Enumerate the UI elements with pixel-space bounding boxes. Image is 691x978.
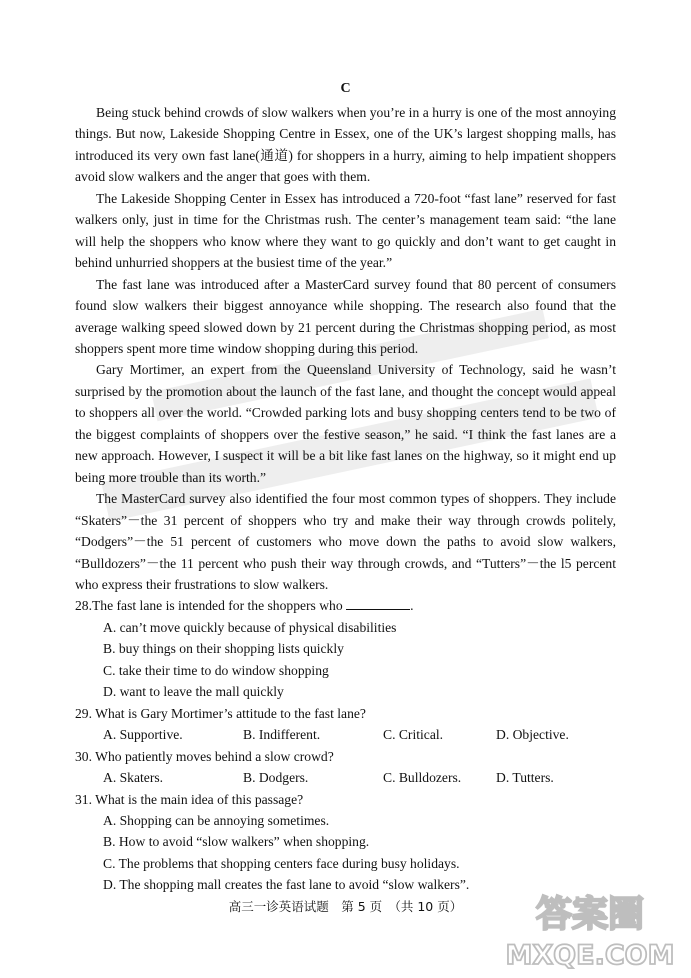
passage-paragraph-5: The MasterCard survey also identified the four most common types of shoppers. They include “Skaters”－the 31 percent of shoppers who try and make their way through crowds politely, “Dodgers”－the 51 percent of customers who move down the paths to avoid slow walkers, “Bulldozers”－the 11 percent who push their way through crowds, and “Tutters”－the l5 percent who express their frustrations to slow walkers. bbox=[75, 491, 616, 592]
watermark-url-text: MXQE.COM bbox=[505, 940, 675, 971]
q29-options bbox=[75, 724, 616, 745]
passage-paragraph-2: The Lakeside Shopping Center in Essex has introduced a 720-foot “fast lane” reserved for fast walkers only, just in time for the Christmas rush. The center’s management team said: “the lane will help the shoppers who know where they want to go quickly and don’t want to get caught in behind unhurried shoppers at the busiest time of the year.” bbox=[75, 190, 616, 271]
q31-option-b: B. How to avoid “slow walkers” when shopping. bbox=[103, 834, 370, 850]
question-28-stem: 28.The fast lane is intended for the shoppers who bbox=[75, 598, 343, 614]
question-28 bbox=[75, 595, 616, 616]
q29-option-a: A. Supportive. bbox=[103, 727, 183, 743]
q31-option-d: D. The shopping mall creates the fast lane to avoid “slow walkers”. bbox=[103, 877, 470, 893]
question-29-stem: 29. What is Gary Mortimer’s attitude to the fast lane? bbox=[75, 705, 366, 721]
q28-option-c: C. take their time to do window shopping bbox=[103, 662, 329, 678]
passage-paragraph-1: Being stuck behind crowds of slow walkers when you’re in a hurry is one of the most annoying things. But now, Lakeside Shopping Centre in Essex, one of the UK’s largest shopping malls, has introduced its very own fast lane(通道) for shoppers in a hurry, aiming to help impatient shoppers avoid slow walkers and the anger that goes with them. bbox=[75, 105, 616, 185]
answer-blank bbox=[346, 597, 410, 610]
q30-option-d: D. Tutters. bbox=[496, 770, 554, 786]
q30-option-c: C. Bulldozers. bbox=[383, 770, 462, 786]
q30-option-b: B. Dodgers. bbox=[243, 770, 309, 786]
passage-paragraph-3: The fast lane was introduced after a MasterCard survey found that 80 percent of consumers found slow walkers their biggest annoyance while shopping. The research also found that the average walking speed slowed down by 21 percent during the Christmas shopping period, as most shoppers spent more time window shopping during this period. bbox=[75, 276, 616, 356]
watermark-logo-text: 答案圈 bbox=[535, 894, 645, 935]
q31-option-c: C. The problems that shopping centers face during busy holidays. bbox=[103, 855, 460, 871]
section-title: C bbox=[340, 81, 351, 96]
site-logo-watermark bbox=[505, 880, 675, 972]
q28-option-b: B. buy things on their shopping lists quickly bbox=[103, 641, 344, 657]
page-footer: 高三一诊英语试题 第 5 页 （共 10 页） bbox=[228, 899, 463, 914]
passage-paragraph-4: Gary Mortimer, an expert from the Queensland University of Technology, said he wasn’t surprised by the promotion about the launch of the fast lane, and thought the concept would appeal to shoppers all over the world. “Crowded parking lots and busy shopping centers tend to be two of the biggest complaints of shoppers over the festive season,” he said. “I think the fast lanes are a new approach. However, I suspect it will be a bit like fast lanes on the highway, so it might end up being more trouble than its worth.” bbox=[75, 362, 616, 485]
q29-option-d: D. Objective. bbox=[496, 727, 569, 743]
question-31-stem: 31. What is the main idea of this passage? bbox=[75, 791, 304, 807]
q29-option-b: B. Indifferent. bbox=[243, 727, 321, 743]
q28-option-d: D. want to leave the mall quickly bbox=[103, 684, 284, 700]
q31-option-a: A. Shopping can be annoying sometimes. bbox=[103, 812, 330, 828]
page-content bbox=[75, 79, 616, 896]
q30-option-a: A. Skaters. bbox=[103, 770, 164, 786]
q28-option-a: A. can’t move quickly because of physical disabilities bbox=[103, 619, 397, 635]
question-28-end: . bbox=[410, 598, 414, 614]
question-30-stem: 30. Who patiently moves behind a slow crowd? bbox=[75, 748, 334, 764]
q29-option-c: C. Critical. bbox=[383, 727, 444, 743]
q30-options bbox=[75, 767, 616, 788]
